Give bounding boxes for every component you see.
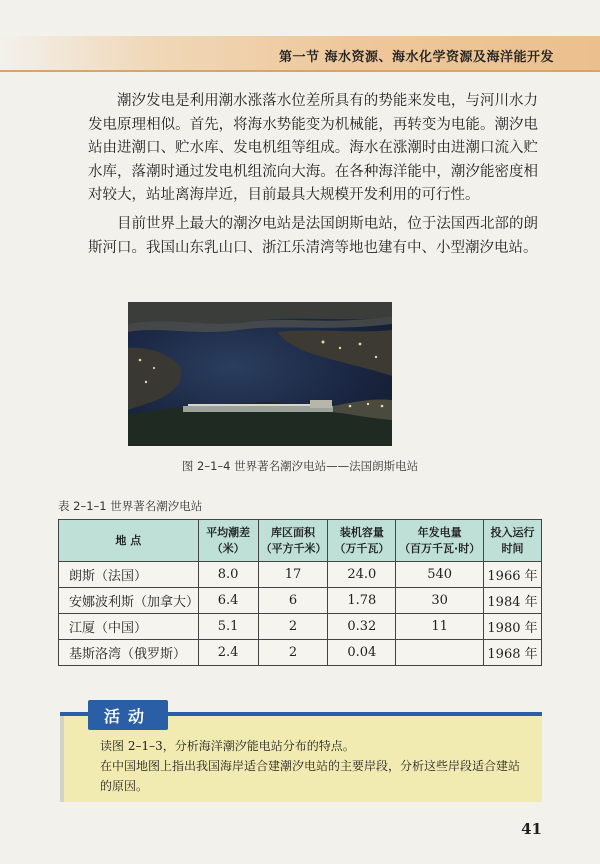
rance-tidal-station-photo <box>128 302 392 446</box>
activity-line-2: 在中国地图上指出我国海岸适合建潮汐电站的主要岸段，分析这些岸段适合建站的原因。 <box>100 759 521 793</box>
cell-tidal-range: 6.4 <box>198 588 258 614</box>
paragraph-1: 潮汐发电是利用潮水涨落水位差所具有的势能来发电，与河川水力发电原理相似。首先，将海水势能变为机械能，再转变为电能。潮汐电站由进潮口、贮水库、发电机组等组成。海水在涨潮时由进潮口流入贮水库，落潮时通过发电机组流向大海。在各种海洋能中，潮汐能密度相对较大，站址离海岸近，目前最具大规模开发利用的可行性。 <box>88 93 538 204</box>
cell-operation-time: 1980 年 <box>484 614 542 640</box>
header-location: 地 点 <box>59 520 199 562</box>
cell-location: 朗斯（法国） <box>59 562 199 588</box>
table-row <box>59 614 542 640</box>
cell-tidal-range: 5.1 <box>198 614 258 640</box>
cell-reservoir-area: 2 <box>258 614 328 640</box>
cell-location: 江厦（中国） <box>59 614 199 640</box>
header-annual-output: 年发电量 （百万千瓦·时） <box>396 520 484 562</box>
tidal-stations-table <box>58 519 542 666</box>
table-row <box>59 588 542 614</box>
activity-label: 活动 <box>88 700 168 730</box>
cell-installed-capacity: 24.0 <box>328 562 396 588</box>
cell-location: 安娜波利斯（加拿大） <box>59 588 199 614</box>
cell-annual-output: 30 <box>396 588 484 614</box>
section-title: 第一节 海水资源、海水化学资源及海洋能开发 <box>278 50 554 65</box>
cell-installed-capacity: 1.78 <box>328 588 396 614</box>
table-row <box>59 562 542 588</box>
cell-reservoir-area: 2 <box>258 640 328 666</box>
figure-caption: 图 2–1–4 世界著名潮汐电站——法国朗斯电站 <box>181 459 419 473</box>
table-title: 表 2–1–1 世界著名潮汐电站 <box>58 499 203 513</box>
cell-reservoir-area: 6 <box>258 588 328 614</box>
cell-operation-time: 1966 年 <box>484 562 542 588</box>
paragraph-2: 目前世界上最大的潮汐电站是法国朗斯电站，位于法国西北部的朗斯河口。我国山东乳山口、浙江乐清湾等地也建有中、小型潮汐电站。 <box>88 216 538 256</box>
cell-annual-output <box>396 640 484 666</box>
cell-operation-time: 1984 年 <box>484 588 542 614</box>
page-number: 41 <box>521 820 542 838</box>
cell-installed-capacity: 0.32 <box>328 614 396 640</box>
cell-reservoir-area: 17 <box>258 562 328 588</box>
header-installed-capacity: 装机容量 （万千瓦） <box>328 520 396 562</box>
cell-tidal-range: 8.0 <box>198 562 258 588</box>
cell-tidal-range: 2.4 <box>198 640 258 666</box>
cell-annual-output: 540 <box>396 562 484 588</box>
header-operation-time: 投入运行 时间 <box>484 520 542 562</box>
table-header-row <box>59 520 542 562</box>
photo-illustration <box>128 302 392 446</box>
cell-location: 基斯洛湾（俄罗斯） <box>59 640 199 666</box>
cell-annual-output: 11 <box>396 614 484 640</box>
table-row <box>59 640 542 666</box>
header-tidal-range: 平均潮差 （米） <box>198 520 258 562</box>
activity-line-1: 读图 2–1–3，分析海洋潮汐能电站分布的特点。 <box>100 739 355 753</box>
header-reservoir-area: 库区面积 （平方千米） <box>258 520 328 562</box>
cell-installed-capacity: 0.04 <box>328 640 396 666</box>
cell-operation-time: 1968 年 <box>484 640 542 666</box>
